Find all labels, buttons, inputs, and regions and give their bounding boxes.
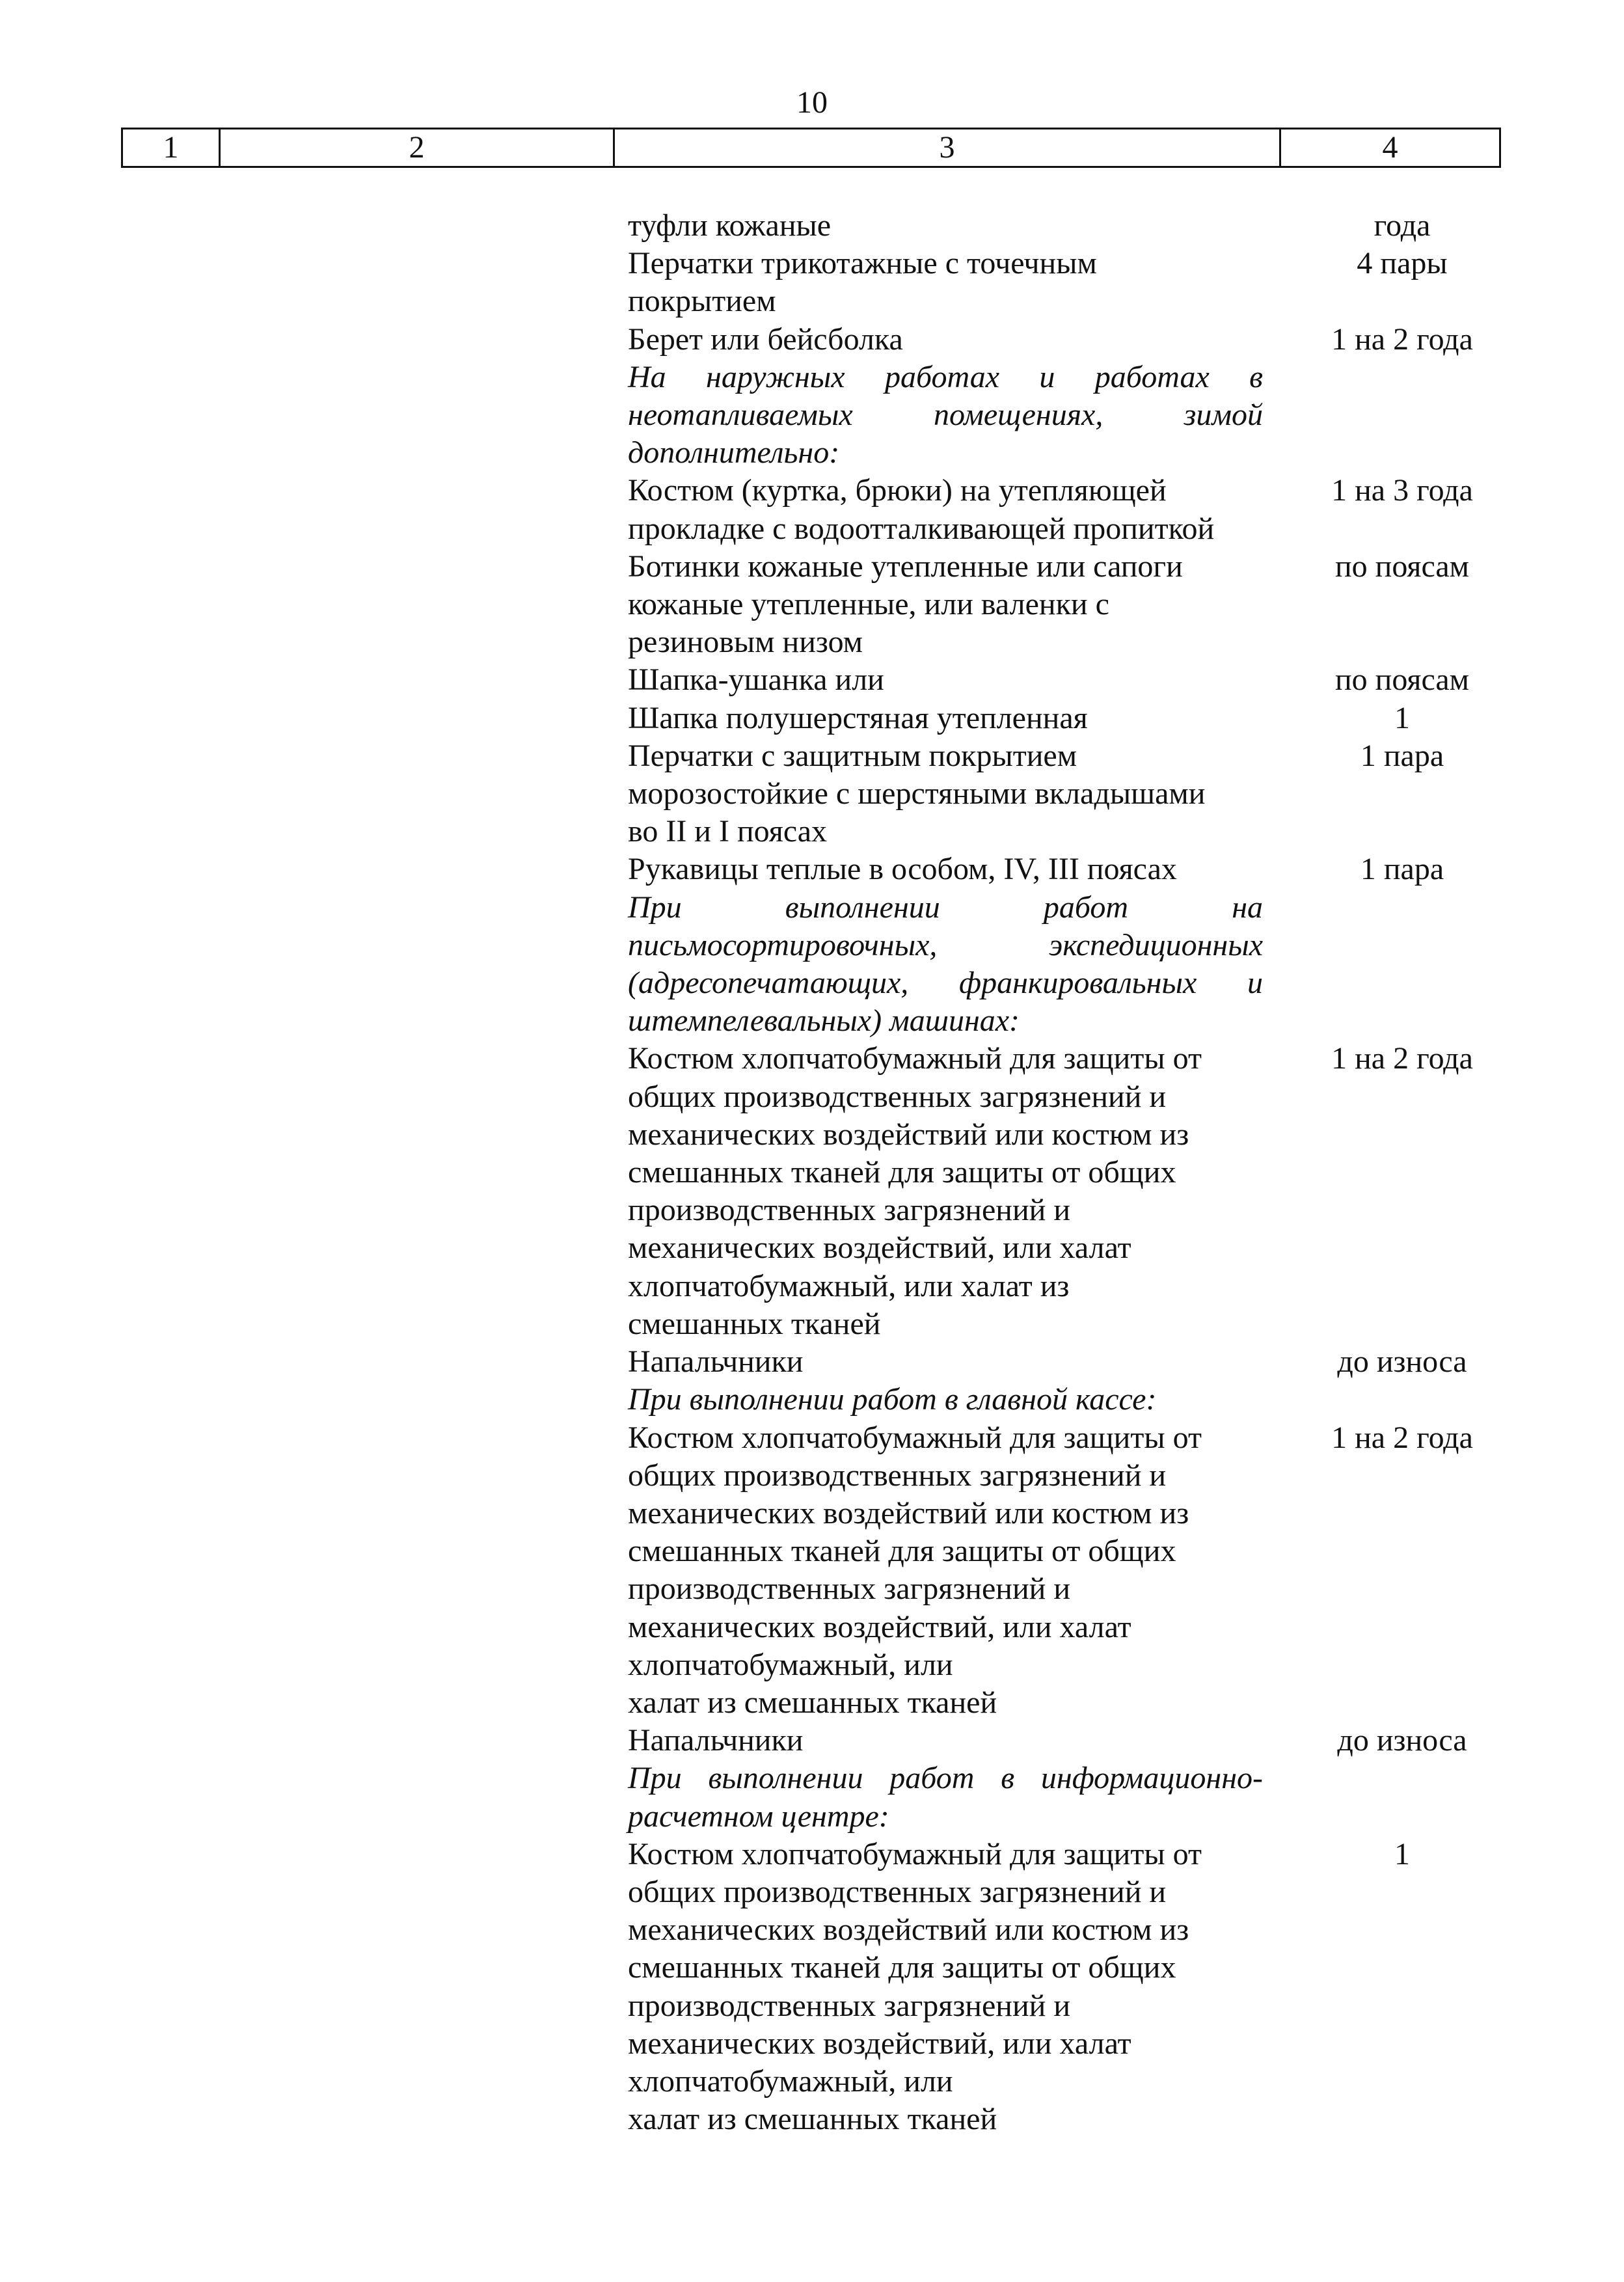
text-line: штемпелевальных) машинах: bbox=[628, 1003, 1020, 1039]
text-line: резиновым низом bbox=[628, 625, 863, 660]
text-line: халат из смешанных тканей bbox=[628, 2102, 997, 2137]
issue-norm: 1 на 2 года bbox=[1331, 1420, 1473, 1455]
item-row bbox=[628, 245, 1519, 320]
item-name bbox=[628, 1419, 1263, 1722]
section-heading bbox=[628, 359, 1263, 472]
section-heading-row bbox=[628, 359, 1519, 472]
item-name bbox=[628, 700, 1263, 737]
text-line: письмосортировочных, экспедиционных bbox=[628, 927, 1263, 962]
text-line: механических воздействий, или халат bbox=[628, 1230, 1131, 1266]
text-line: При выполнении работ в главной кассе: bbox=[628, 1382, 1157, 1417]
page-number: 10 bbox=[796, 85, 828, 120]
text-line: механических воздействий или костюм из bbox=[628, 1117, 1189, 1152]
text-line: механических воздействий или костюм из bbox=[628, 1912, 1189, 1948]
item-name bbox=[628, 548, 1263, 662]
issue-norm: 1 на 2 года bbox=[1331, 1041, 1473, 1076]
issue-norm: 4 пары bbox=[1357, 246, 1448, 281]
norms-list bbox=[628, 207, 1519, 2138]
text-line: Ботинки кожаные утепленные или сапоги bbox=[628, 549, 1183, 584]
item-row bbox=[628, 1836, 1519, 2139]
section-heading-row bbox=[628, 1759, 1519, 1835]
item-row bbox=[628, 207, 1519, 245]
text-line: Рукавицы теплые в особом, IV, III поясах bbox=[628, 852, 1177, 887]
issue-norm: 1 на 2 года bbox=[1331, 321, 1473, 357]
section-heading bbox=[628, 889, 1263, 1040]
column-header-table bbox=[121, 128, 1501, 168]
issue-norm: года bbox=[1374, 208, 1431, 243]
item-name bbox=[628, 1040, 1263, 1343]
text-line: (адресопечатающих, франкировальных и bbox=[628, 966, 1263, 1001]
text-line: морозостойкие с шерстяными вкладышами bbox=[628, 776, 1206, 811]
section-heading bbox=[628, 1381, 1263, 1419]
column-header-row bbox=[122, 129, 1500, 167]
text-line: расчетном центре: bbox=[628, 1799, 889, 1834]
item-row bbox=[628, 1343, 1519, 1381]
item-name bbox=[628, 1836, 1263, 2139]
item-row bbox=[628, 321, 1519, 359]
text-line: Костюм хлопчатобумажный для защиты от bbox=[628, 1420, 1202, 1455]
text-line: механических воздействий, или халат bbox=[628, 1609, 1131, 1644]
issue-norm: 1 bbox=[1394, 1836, 1410, 1871]
issue-norm: до износа bbox=[1337, 1344, 1467, 1379]
text-line: Шапка полушерстяная утепленная bbox=[628, 700, 1088, 735]
text-line: общих производственных загрязнений и bbox=[628, 1079, 1167, 1114]
text-line: Напальчники bbox=[628, 1723, 804, 1758]
text-line: производственных загрязнений и bbox=[628, 1571, 1071, 1607]
section-heading bbox=[628, 1759, 1263, 1835]
text-line: прокладке с водоотталкивающей пропиткой bbox=[628, 511, 1215, 546]
text-line: во II и I поясах bbox=[628, 814, 828, 849]
text-line: Берет или бейсболка bbox=[628, 321, 903, 357]
text-line: общих производственных загрязнений и bbox=[628, 1458, 1167, 1493]
text-line: производственных загрязнений и bbox=[628, 1193, 1071, 1228]
item-row bbox=[628, 700, 1519, 737]
item-name bbox=[628, 1722, 1263, 1759]
item-name bbox=[628, 661, 1263, 699]
text-line: Костюм хлопчатобумажный для защиты от bbox=[628, 1836, 1202, 1871]
text-line: механических воздействий, или халат bbox=[628, 2026, 1131, 2061]
text-line: При выполнении работ на bbox=[628, 890, 1263, 925]
item-name bbox=[628, 850, 1263, 888]
item-row bbox=[628, 1722, 1519, 1759]
issue-norm: по поясам bbox=[1334, 662, 1470, 698]
text-line: хлопчатобумажный, или халат из bbox=[628, 1268, 1070, 1303]
column-header-4: 4 bbox=[1280, 129, 1500, 167]
text-line: На наружных работах и работах в bbox=[628, 359, 1263, 394]
item-row bbox=[628, 737, 1519, 851]
issue-norm: 1 на 3 года bbox=[1331, 473, 1473, 508]
issue-norm: 1 bbox=[1394, 700, 1410, 735]
text-line: смешанных тканей для защиты от общих bbox=[628, 1534, 1176, 1569]
text-line: Костюм (куртка, брюки) на утепляющей bbox=[628, 473, 1167, 508]
text-line: общих производственных загрязнений и bbox=[628, 1874, 1167, 1909]
text-line: смешанных тканей для защиты от общих bbox=[628, 1950, 1176, 1985]
text-line: Перчатки с защитным покрытием bbox=[628, 738, 1077, 773]
text-line: туфли кожаные bbox=[628, 208, 832, 243]
text-line: производственных загрязнений и bbox=[628, 1988, 1071, 2023]
text-line: хлопчатобумажный, или bbox=[628, 1647, 953, 1682]
item-name bbox=[628, 321, 1263, 359]
text-line: кожаные утепленные, или валенки с bbox=[628, 587, 1109, 622]
section-heading-row bbox=[628, 889, 1519, 1040]
text-line: Костюм хлопчатобумажный для защиты от bbox=[628, 1041, 1202, 1076]
item-name bbox=[628, 207, 1263, 245]
item-row bbox=[628, 548, 1519, 662]
issue-norm: до износа bbox=[1337, 1723, 1467, 1758]
text-line: халат из смешанных тканей bbox=[628, 1685, 997, 1720]
item-row bbox=[628, 1419, 1519, 1722]
item-name bbox=[628, 245, 1263, 320]
column-header-2: 2 bbox=[220, 129, 614, 167]
item-name bbox=[628, 1343, 1263, 1381]
text-line: Напальчники bbox=[628, 1344, 804, 1379]
item-row bbox=[628, 850, 1519, 888]
text-line: хлопчатобумажный, или bbox=[628, 2063, 953, 2099]
text-line: Шапка-ушанка или bbox=[628, 662, 884, 698]
item-name bbox=[628, 472, 1263, 547]
issue-norm: 1 пара bbox=[1360, 852, 1444, 887]
issue-norm: по поясам bbox=[1334, 549, 1470, 584]
section-heading-row bbox=[628, 1381, 1519, 1419]
item-row bbox=[628, 661, 1519, 699]
item-name bbox=[628, 737, 1263, 851]
column-header-1: 1 bbox=[122, 129, 220, 167]
text-line: При выполнении работ в информационно- bbox=[628, 1761, 1263, 1796]
text-line: смешанных тканей bbox=[628, 1306, 881, 1341]
text-line: дополнительно: bbox=[628, 435, 840, 470]
text-line: покрытием bbox=[628, 284, 776, 319]
text-line: механических воздействий или костюм из bbox=[628, 1495, 1189, 1530]
text-line: Перчатки трикотажные с точечным bbox=[628, 246, 1097, 281]
item-row bbox=[628, 472, 1519, 547]
item-row bbox=[628, 1040, 1519, 1343]
column-header-3: 3 bbox=[614, 129, 1280, 167]
text-line: смешанных тканей для защиты от общих bbox=[628, 1155, 1176, 1190]
text-line: неотапливаемых помещениях, зимой bbox=[628, 398, 1263, 433]
issue-norm: 1 пара bbox=[1360, 738, 1444, 773]
